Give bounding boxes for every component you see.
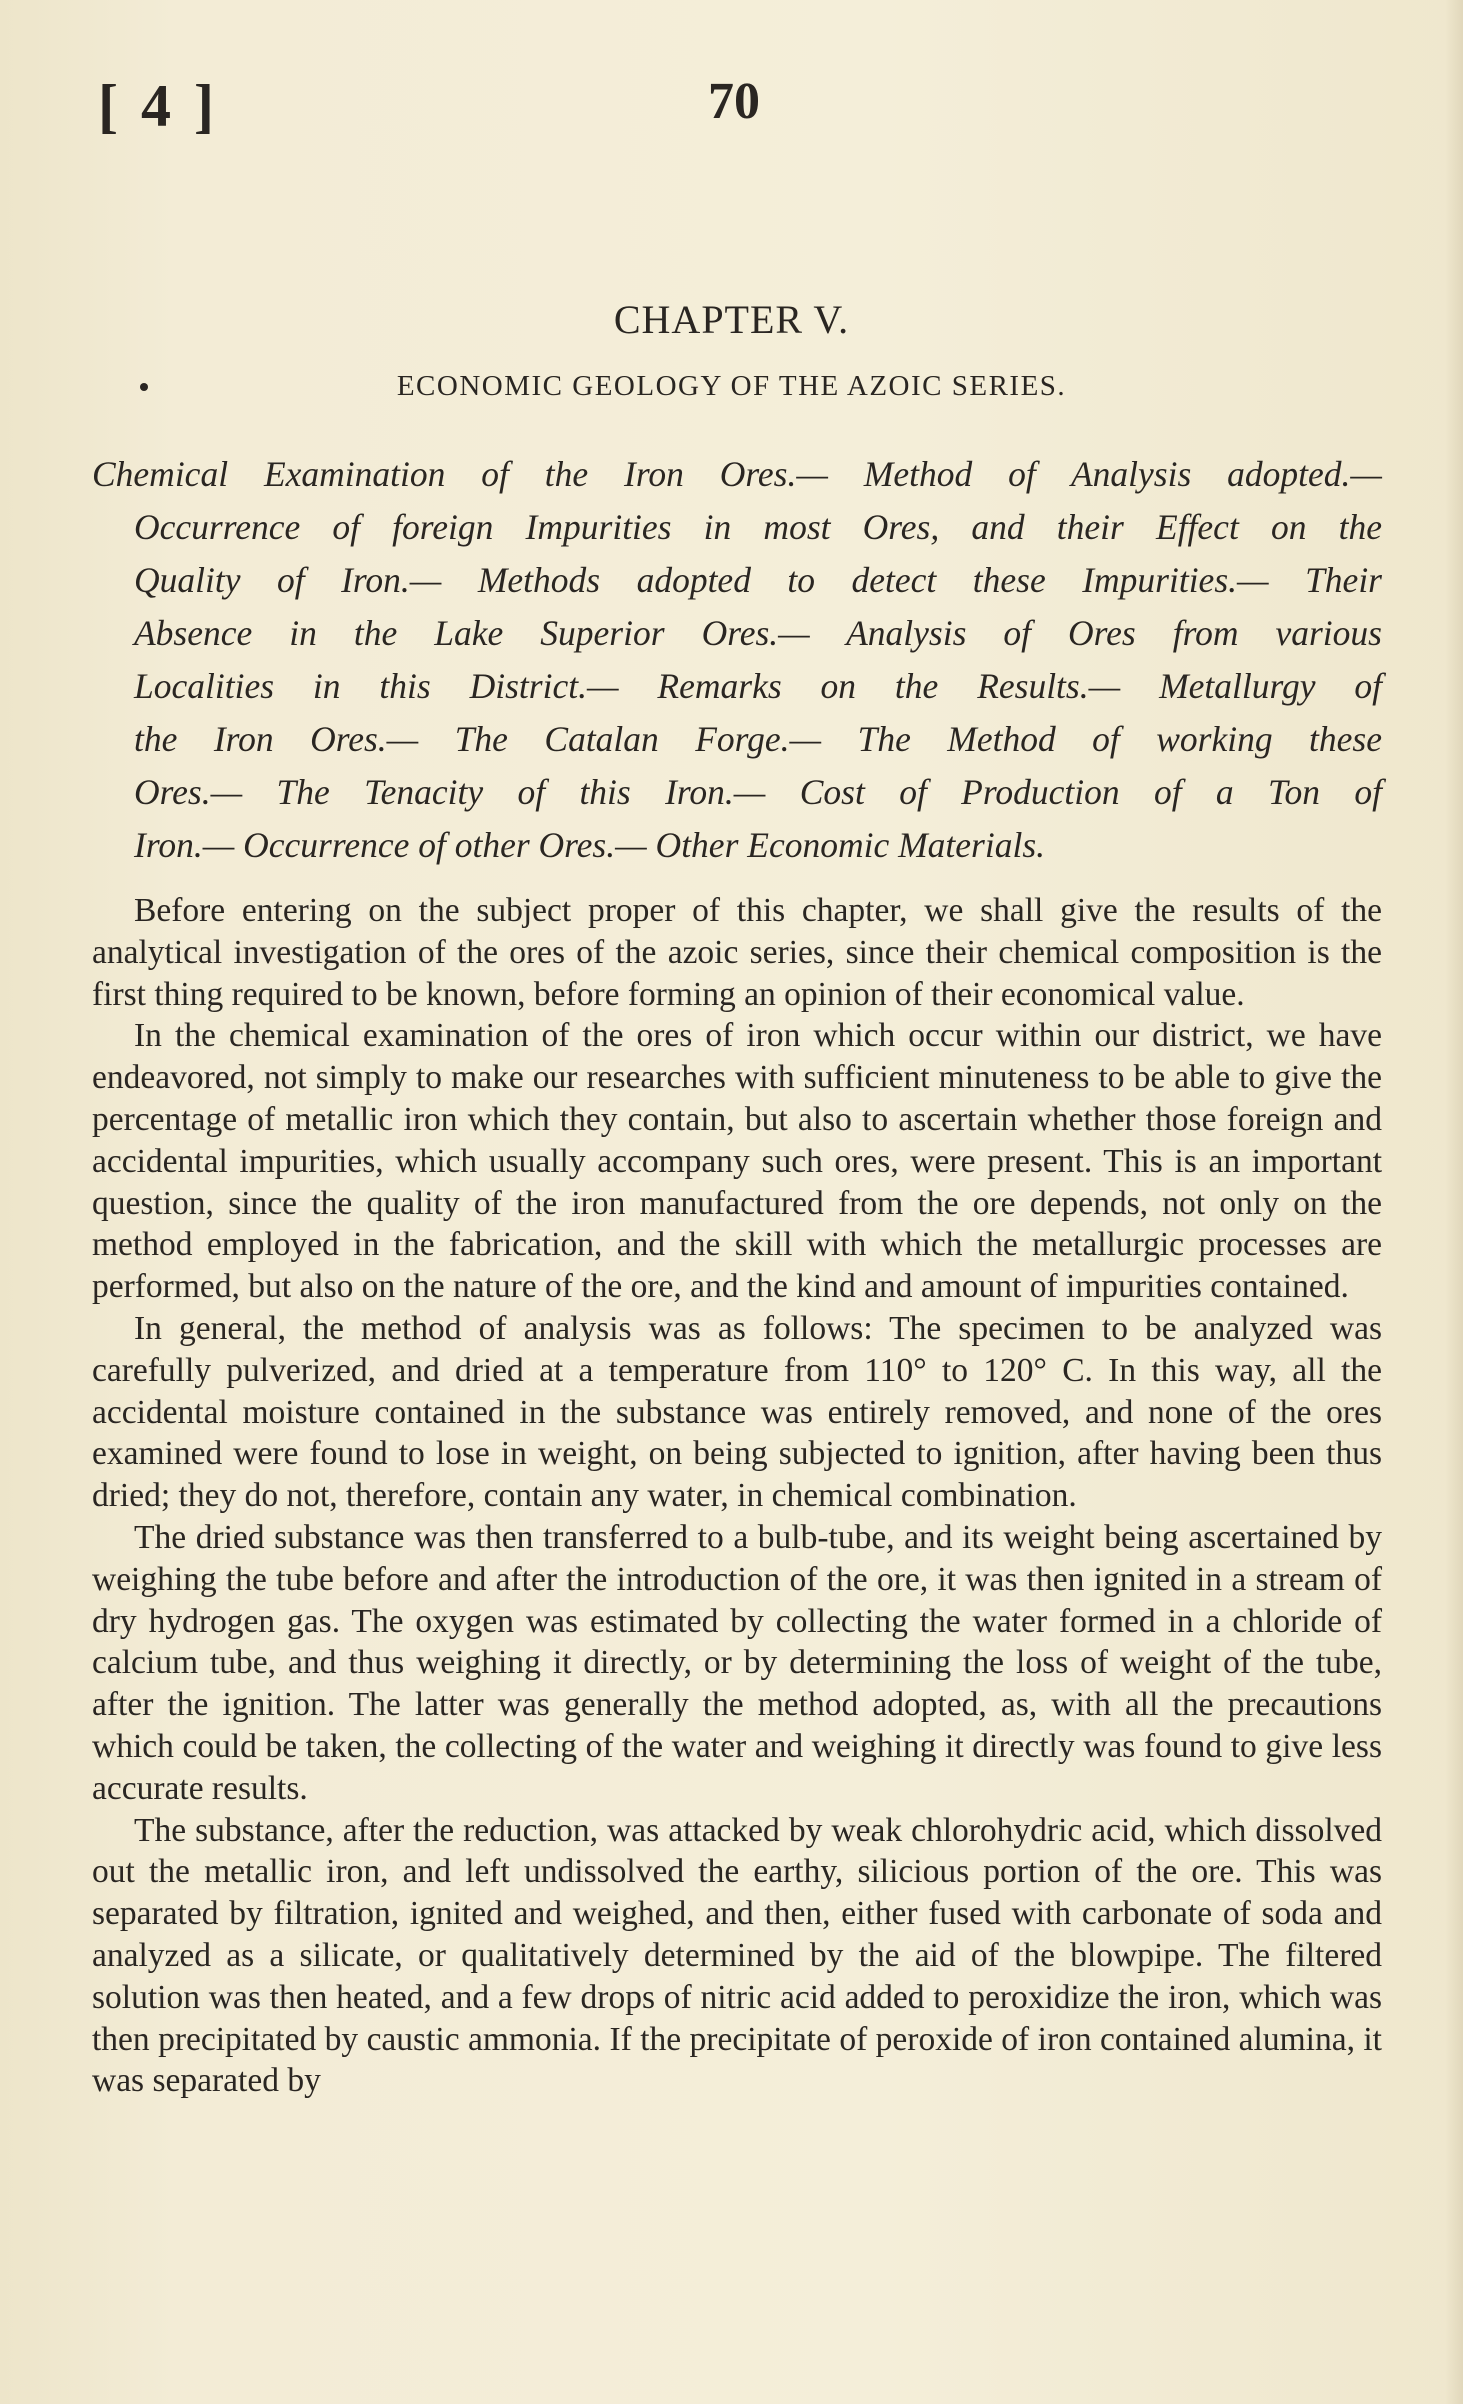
bracket-page-number: [ 4 ]	[98, 73, 218, 139]
page-number: 70	[708, 73, 760, 130]
summary-line: Iron.— Occurrence of other Ores.— Other Economic Materials.	[134, 825, 1046, 865]
summary-line: Localities in this District.— Remarks on the Results.— Metallurgy of	[134, 666, 1382, 706]
chapter-subtitle: ECONOMIC GEOLOGY OF THE AZOIC SERIES.	[396, 370, 1067, 402]
chapter-title: CHAPTER V.	[613, 297, 850, 342]
summary-line: Absence in the Lake Superior Ores.— Analysis of Ores from various	[134, 613, 1382, 653]
paragraph: In the chemical examination of the ores of iron which occur within our district, we have endeavored, not simply to make our researches with sufficient minuteness to be able to give the percentage of metallic iron which they contain, but also to ascertain whether those foreign and accidental impurities, which usually accompany such ores, were present. This is an important question, since the quality of the iron manufactured from the ore depends, not only on the method employed in the fabrication, and the skill with which the metallurgic processes are performed, but also on the nature of the ore, and the kind and amount of impurities contained.	[92, 1017, 1382, 1306]
paragraph: The substance, after the reduction, was attacked by weak chlorohydric acid, which dissolved out the metallic iron, and left undissolved the earthy, silicious portion of the ore. This was separated by filtration, ignited and weighed, and then, either fused with carbonate of soda and analyzed as a silicate, or qualitatively determined by the aid of the blowpipe. The filtered solution was then heated, and a few drops of nitric acid added to peroxidize the iron, which was then precipitated by caustic ammonia. If the precipitate of peroxide of iron contained alumina, it was separated by	[92, 1811, 1382, 2100]
summary-line: Ores.— The Tenacity of this Iron.— Cost of Production of a Ton of	[134, 772, 1382, 812]
paragraph: The dried substance was then transferred to a bulb-tube, and its weight being ascertained by weighing the tube before and after the introduction of the ore, it was then ignited in a stream of dry hydrogen gas. The oxygen was estimated by collecting the water formed in a chloride of calcium tube, and thus weighing it directly, or by determining the loss of weight of the tube, after the ignition. The latter was generally the method adopted, as, with all the precautions which could be taken, the collecting of the water and weighing it directly was found to give less accurate results.	[92, 1518, 1382, 1807]
paragraph: Before entering on the subject proper of this chapter, we shall give the results of the analytical investigation of the ores of the azoic series, since their chemical composition is the first thing required to be known, before forming an opinion of their economical value.	[92, 892, 1382, 1013]
summary-line: Quality of Iron.— Methods adopted to detect these Impurities.— Their	[134, 560, 1382, 600]
page-edge-shadow	[1445, 0, 1463, 2404]
summary-line: the Iron Ores.— The Catalan Forge.— The Method of working these	[134, 719, 1382, 759]
summary-line: Occurrence of foreign Impurities in most Ores, and their Effect on the	[134, 507, 1382, 547]
chapter-summary	[92, 448, 1382, 872]
body-text	[92, 890, 1382, 2102]
summary-line: Chemical Examination of the Iron Ores.— Method of Analysis adopted.—	[92, 454, 1382, 494]
paragraph: In general, the method of analysis was as follows: The specimen to be analyzed was carefully pulverized, and dried at a temperature from 110° to 120° C. In this way, all the accidental moisture contained in the substance was entirely removed, and none of the ores examined were found to lose in weight, on being subjected to ignition, after having been thus dried; they do not, therefore, contain any water, in chemical combination.	[92, 1309, 1382, 1515]
